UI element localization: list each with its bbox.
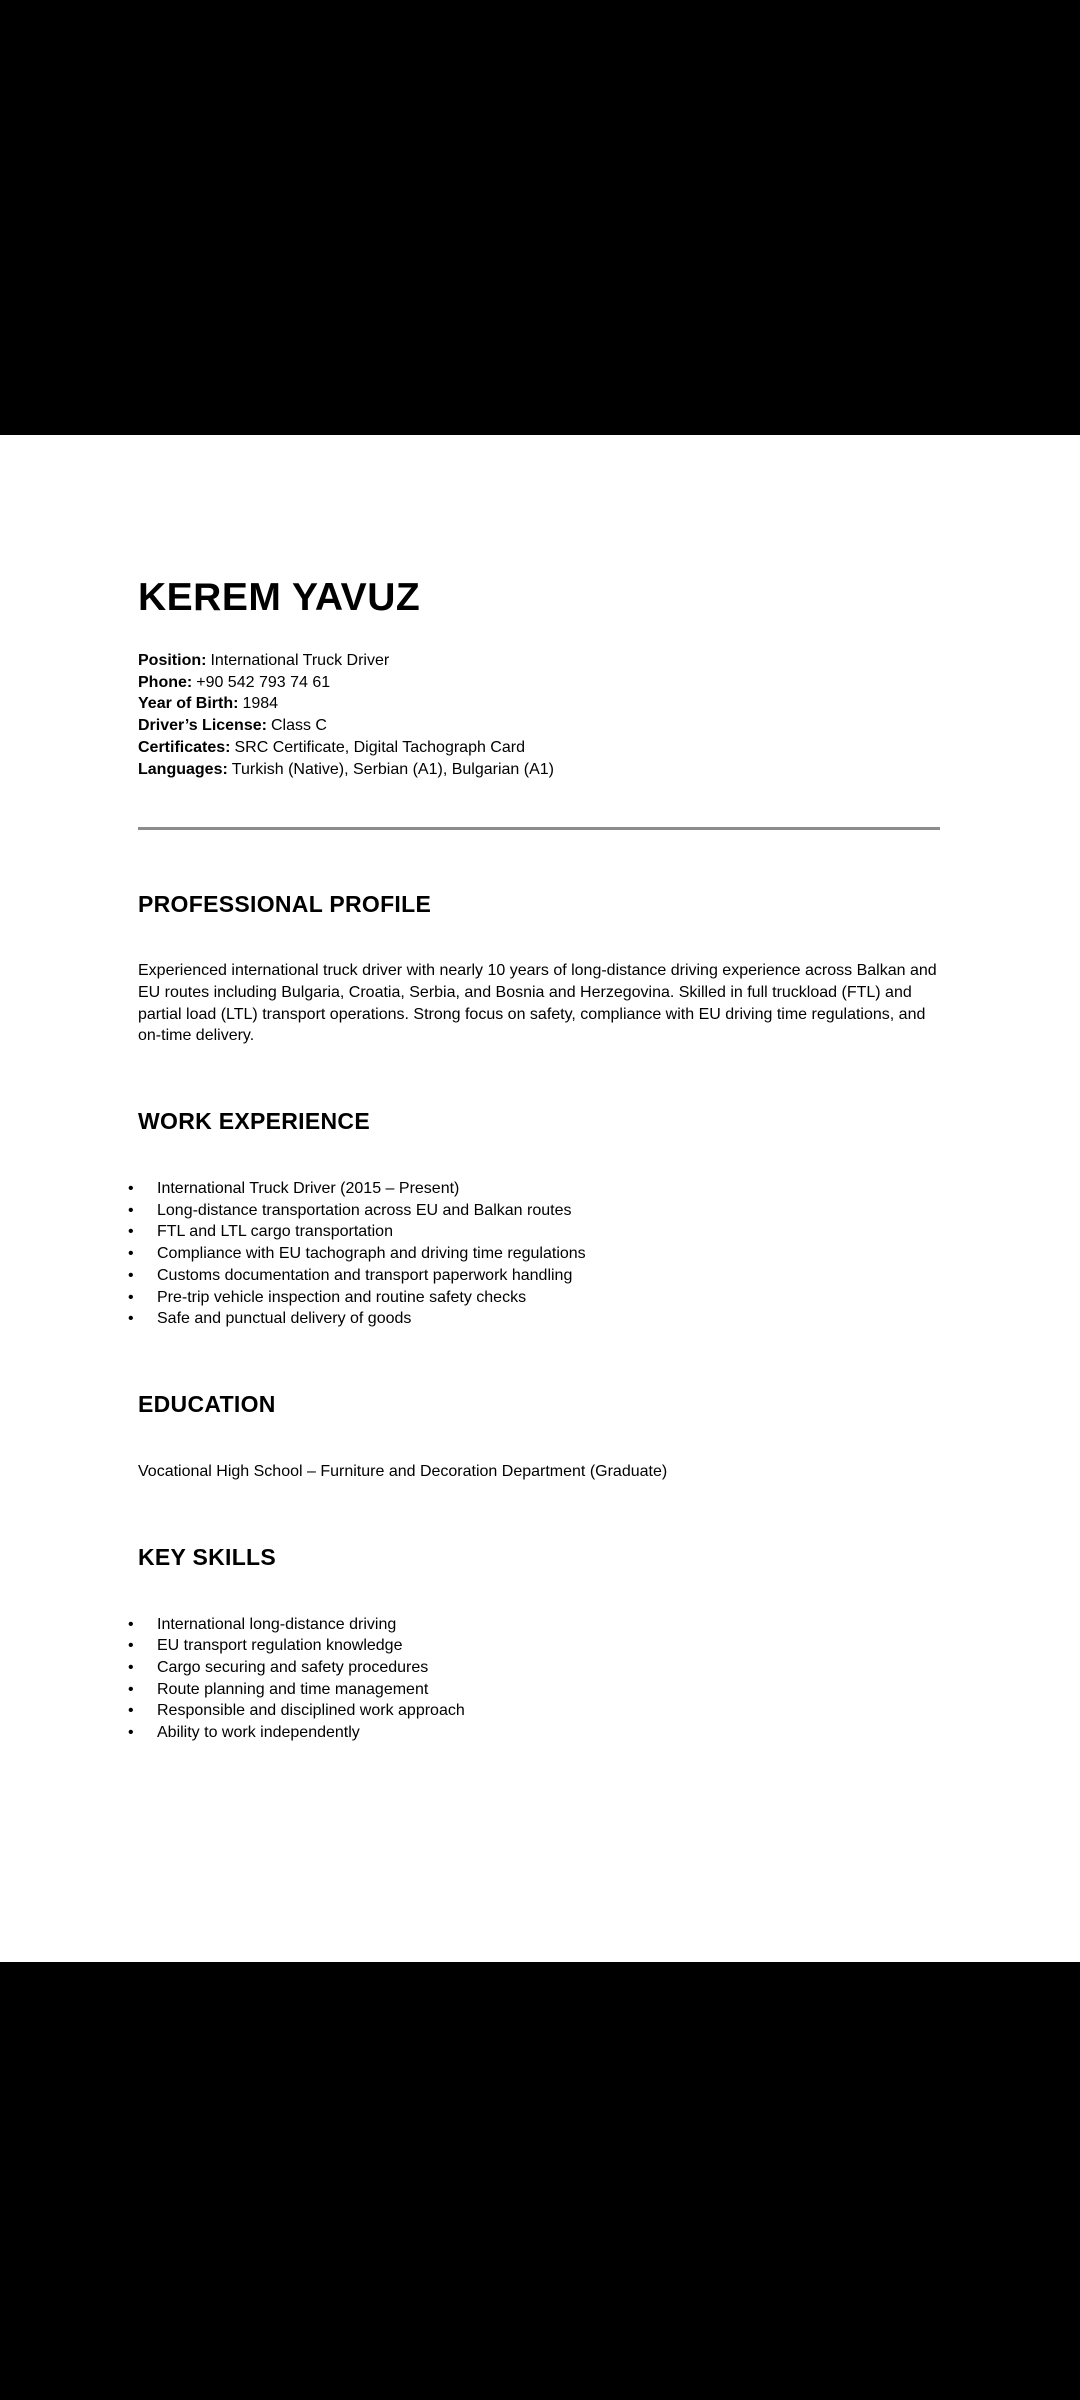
work-experience-item: • FTL and LTL cargo transportation bbox=[157, 1221, 940, 1243]
resume-name: KEREM YAVUZ bbox=[138, 576, 421, 619]
contact-line-position bbox=[138, 650, 940, 672]
contact-label-year-of-birth: Year of Birth: bbox=[138, 695, 239, 713]
contact-line-certificates bbox=[138, 737, 940, 759]
work-experience-list bbox=[138, 1178, 940, 1330]
work-experience-item: • Pre-trip vehicle inspection and routine safety checks bbox=[157, 1287, 940, 1309]
key-skills-list bbox=[138, 1614, 940, 1744]
work-experience-item: • Safe and punctual delivery of goods bbox=[157, 1308, 940, 1330]
work-experience-item: • Long-distance transportation across EU and Balkan routes bbox=[157, 1200, 940, 1222]
key-skill-item: • Ability to work independently bbox=[157, 1722, 940, 1744]
key-skill-item: • Cargo securing and safety procedures bbox=[157, 1657, 940, 1679]
key-skill-item: • EU transport regulation knowledge bbox=[157, 1635, 940, 1657]
work-experience-item: • Compliance with EU tachograph and driving time regulations bbox=[157, 1243, 940, 1265]
contact-label-languages: Languages: bbox=[138, 760, 228, 778]
work-experience-item: • International Truck Driver (2015 – Present) bbox=[157, 1178, 940, 1200]
contact-label-certificates: Certificates: bbox=[138, 738, 231, 756]
contact-label-phone: Phone: bbox=[138, 673, 193, 691]
contact-value-year-of-birth: 1984 bbox=[242, 695, 279, 713]
contact-value-languages: Turkish (Native), Serbian (A1), Bulgarian (A1) bbox=[231, 760, 554, 778]
contact-value-drivers-license: Class C bbox=[270, 717, 327, 735]
education-text: Vocational High School – Furniture and Decoration Department (Graduate) bbox=[138, 1462, 668, 1480]
key-skill-item: • Responsible and disciplined work approach bbox=[157, 1700, 940, 1722]
section-divider bbox=[138, 827, 940, 830]
contact-line-drivers-license bbox=[138, 715, 940, 737]
letterbox-top bbox=[0, 0, 1080, 435]
heading-education: EDUCATION bbox=[138, 1390, 276, 1417]
key-skill-item: • Route planning and time management bbox=[157, 1679, 940, 1701]
contact-line-year-of-birth bbox=[138, 693, 940, 715]
contact-label-position: Position: bbox=[138, 652, 207, 669]
heading-key-skills: KEY SKILLS bbox=[138, 1543, 277, 1570]
heading-work-experience: WORK EXPERIENCE bbox=[138, 1108, 370, 1135]
contact-value-certificates: SRC Certificate, Digital Tachograph Card bbox=[234, 738, 525, 756]
work-experience-item: • Customs documentation and transport paperwork handling bbox=[157, 1265, 940, 1287]
key-skill-item: • International long-distance driving bbox=[157, 1614, 940, 1636]
professional-profile-text: Experienced international truck driver with nearly 10 years of long-distance driving experience across Balkan and EU routes including Bulgaria, Croatia, Serbia, and Bosnia and Herzegovina. Skilled in full truckload (FTL) and partial load (LTL) transport operations. Strong focus on safety, compliance with EU driving time regulations, and on-time delivery. bbox=[138, 962, 937, 1045]
contact-line-phone bbox=[138, 672, 940, 694]
heading-professional-profile: PROFESSIONAL PROFILE bbox=[138, 891, 432, 918]
contact-value-phone: +90 542 793 74 61 bbox=[196, 673, 331, 691]
contact-label-drivers-license: Driver’s License: bbox=[138, 717, 267, 735]
contact-value-position: International Truck Driver bbox=[210, 652, 390, 669]
document-page[interactable] bbox=[0, 435, 1080, 1962]
contact-block bbox=[138, 650, 940, 780]
resume-content bbox=[0, 435, 1080, 1744]
letterbox-bottom bbox=[0, 1962, 1080, 2400]
contact-line-languages bbox=[138, 759, 940, 781]
